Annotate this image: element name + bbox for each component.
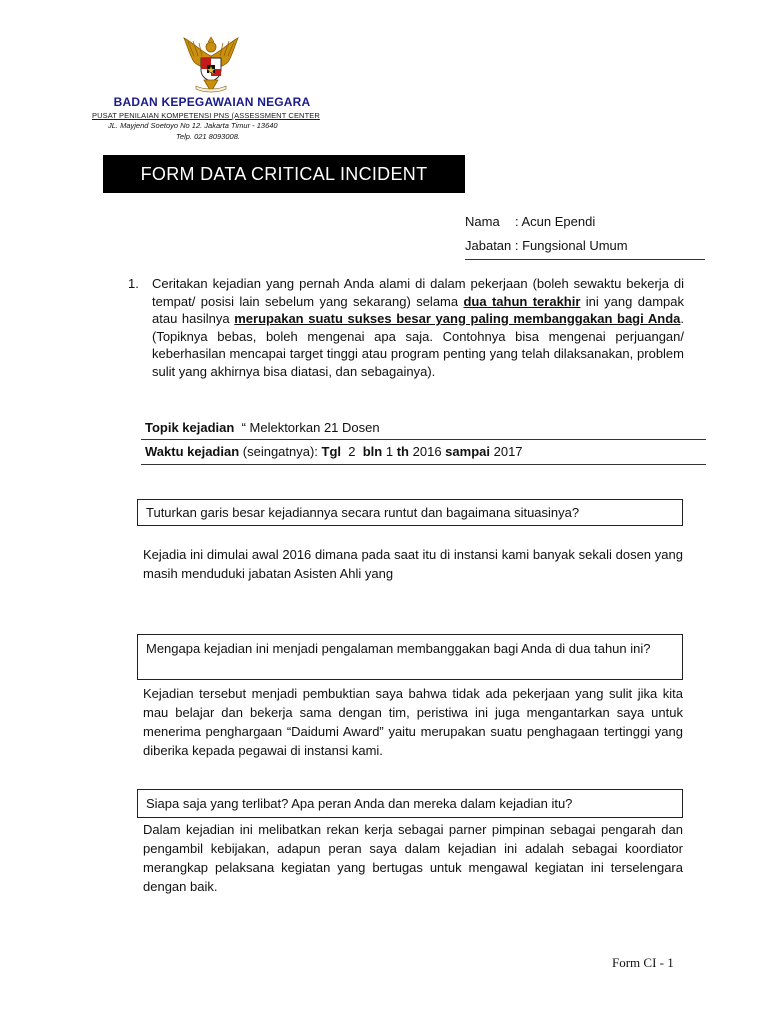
position-value: : Fungsional Umum — [514, 238, 628, 253]
page-footer: Form CI - 1 — [612, 955, 674, 970]
question-4-text: Siapa saja yang terlibat? Apa peran Anda dan mereka dalam kejadian itu? — [146, 796, 573, 811]
name-label: Nama — [465, 214, 500, 229]
bln-label: bln — [362, 444, 383, 459]
question-2-text: Tuturkan garis besar kejadiannya secara runtut dan bagaimana situasinya? — [146, 505, 580, 520]
question-1-number: 1. — [128, 276, 139, 291]
question-1 — [128, 275, 684, 380]
question-1-text-c: . (Topiknya bebas, boleh mengenai apa saja. Contohnya bisa mengenai perjuangan/ keberhasilan mencapai target tinggi atau program penting yang telah dilaksanakan, problem sulit yang akhirnya bisa diatasi, dan sebagainya). — [152, 311, 684, 379]
organization-unit: PUSAT PENILAIAN KOMPETENSI PNS (ASSESSMENT CENTER — [92, 111, 320, 120]
organization-address: JL. Mayjend Soetoyo No 12. Jakarta Timur - 13640 — [108, 121, 278, 130]
question-3-text: Mengapa kejadian ini menjadi pengalaman membanggakan bagi Anda di dua tahun ini? — [146, 641, 651, 656]
time-label: Waktu kejadian — [145, 444, 240, 459]
name-row — [465, 210, 705, 234]
question-1-emphasis-2: merupakan suatu sukses besar yang paling membanggakan bagi Anda — [234, 311, 681, 326]
topic-row — [141, 417, 706, 440]
sampai-label: sampai — [445, 444, 490, 459]
topic-label: Topik kejadian — [145, 420, 235, 435]
position-row — [465, 234, 705, 260]
name-value: : Acun Ependi — [515, 214, 596, 229]
answer-4: Dalam kejadian ini melibatkan rekan kerja sebagai parner pimpinan sebagai pengarah dan pengambil kebijakan, adapun peran saya dalam kejadian ini adalah sebagai koordiator merangkap pelaksana kegiatan yang bertugas untuk mengawal kegiatan ini terselengara dengan baik. — [143, 822, 683, 894]
tgl-label: Tgl — [321, 444, 342, 459]
question-2-box — [137, 499, 683, 526]
question-1-text — [152, 275, 684, 380]
identity-block — [465, 210, 705, 260]
answer-3: Kejadian tersebut menjadi pembuktian saya bahwa tidak ada pekerjaan yang sulit jika kita mau belajar dan bekerja sama dengan tim, peristiwa ini juga mengantarkan saya untuk menerima penghargaan “Daidumi Award” yaitu merupakan suatu penghagaan tertinggi yang diberika kepada pegawai di instansi kami. — [143, 686, 683, 758]
tgl-value: 2 — [348, 444, 356, 459]
time-row — [141, 440, 706, 465]
incident-info — [141, 417, 706, 465]
position-label: Jabatan — [465, 238, 512, 253]
answer-2: Kejadia ini dimulai awal 2016 dimana pada saat itu di instansi kami banyak sekali dosen yang masih menduduki jabatan Asisten Ahli yang — [143, 547, 683, 581]
time-hint: (seingatnya): — [239, 444, 322, 459]
sampai-value: 2017 — [493, 444, 523, 459]
garuda-emblem-icon — [180, 34, 242, 96]
question-4-box — [137, 789, 683, 818]
bln-value: 1 — [385, 444, 394, 459]
question-1-text-b: ini yang dampak atau hasilnya — [152, 293, 684, 326]
organization-name: BADAN KEPEGAWAIAN NEGARA — [113, 95, 311, 109]
question-1-emphasis-1: dua tahun terakhir — [463, 293, 581, 309]
th-label: th — [396, 444, 409, 459]
th-value: 2016 — [412, 444, 442, 459]
topic-value: “ Melektorkan 21 Dosen — [241, 420, 380, 435]
form-title: FORM DATA CRITICAL INCIDENT — [103, 155, 465, 193]
organization-phone: Telp. 021 8093008. — [176, 132, 240, 141]
question-1-text-a: Ceritakan kejadian yang pernah Anda alami di dalam pekerjaan (boleh sewaktu bekerja di tempat/ posisi lain sebelum yang sekarang) selama — [152, 276, 684, 309]
question-3-box — [137, 634, 683, 680]
